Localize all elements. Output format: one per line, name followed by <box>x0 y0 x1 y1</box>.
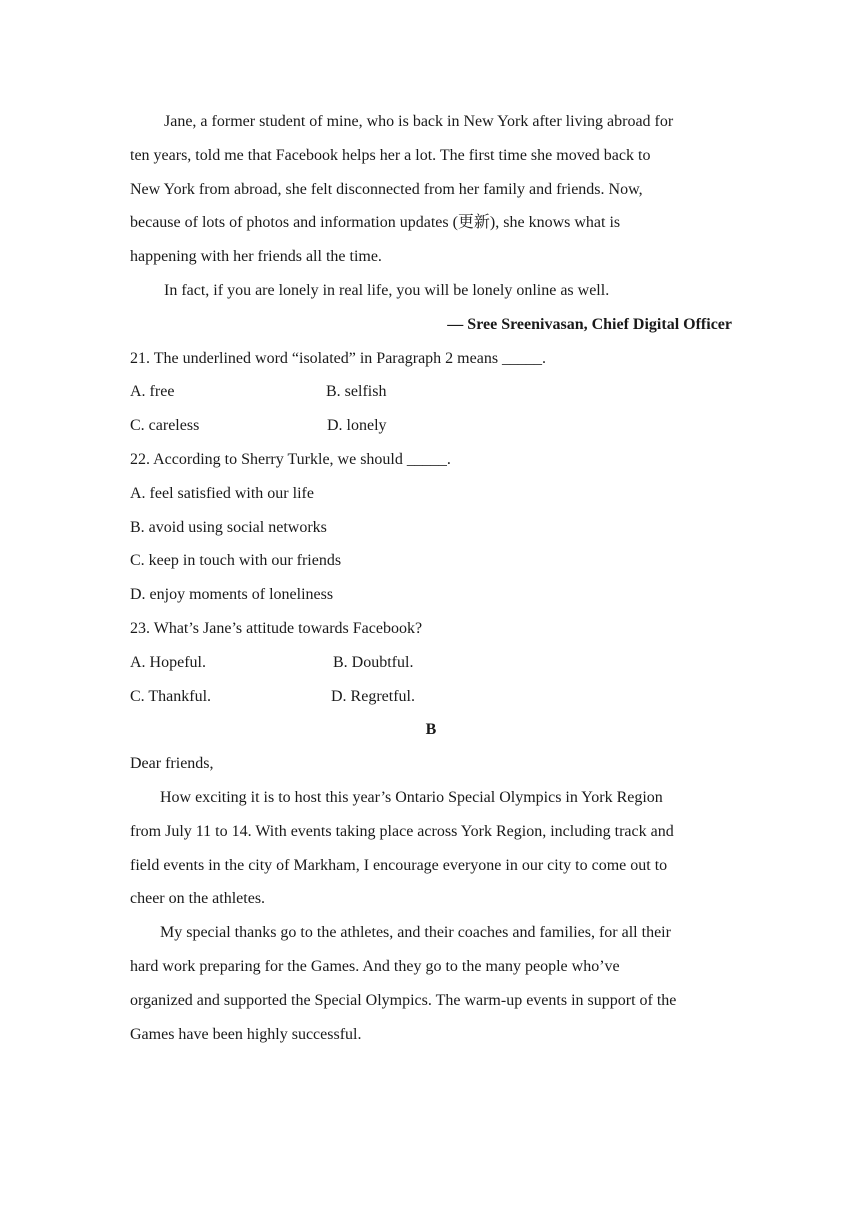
question-stem: 21. The underlined word “isolated” in Paragraph 2 means _____. <box>130 349 547 367</box>
option-d: D. Regretful. <box>331 687 415 705</box>
text-line: organized and supported the Special Olympics. The warm-up events in support of the <box>130 991 677 1009</box>
option-c: C. Thankful. <box>130 687 212 705</box>
text-line: hard work preparing for the Games. And they go to the many people who’ve <box>130 957 620 975</box>
letter-paragraph <box>130 916 732 1051</box>
option-row <box>130 680 732 714</box>
question-stem: 23. What’s Jane’s attitude towards Facebook? <box>130 619 423 637</box>
option-c: C. keep in touch with our friends <box>130 552 342 570</box>
document-page <box>130 105 732 1051</box>
option-b: B. Doubtful. <box>333 653 414 671</box>
question-22 <box>130 443 732 612</box>
text-line: How exciting it is to host this year’s Ontario Special Olympics in York Region <box>160 788 663 806</box>
passage-a-paragraph <box>130 105 732 274</box>
text-line: field events in the city of Markham, I encourage everyone in our city to come out to <box>130 856 668 874</box>
option-d: D. enjoy moments of loneliness <box>130 586 334 604</box>
text-line: Jane, a former student of mine, who is back in New York after living abroad for <box>164 113 674 130</box>
section-heading: B <box>425 721 437 739</box>
text-line: from July 11 to 14. With events taking place across York Region, including track and <box>130 822 674 840</box>
option-a: A. Hopeful. <box>130 653 206 671</box>
passage-a-closing-paragraph: In fact, if you are lonely in real life, you will be lonely online as well. <box>164 281 610 299</box>
text-line: My special thanks go to the athletes, and their coaches and families, for all their <box>160 924 671 942</box>
letter-paragraph <box>130 781 732 916</box>
question-stem: 22. According to Sherry Turkle, we should _____. <box>130 450 451 468</box>
option-row <box>130 646 732 680</box>
option-b: B. selfish <box>326 383 387 401</box>
option-c: C. careless <box>130 417 200 435</box>
option-a: A. feel satisfied with our life <box>130 484 314 502</box>
text-line: happening with her friends all the time. <box>130 248 382 266</box>
letter-greeting: Dear friends, <box>130 755 214 773</box>
question-23 <box>130 612 732 713</box>
author-signature: — Sree Sreenivasan, Chief Digital Officer <box>447 315 732 333</box>
option-b: B. avoid using social networks <box>130 518 327 536</box>
option-row <box>130 409 732 443</box>
question-21 <box>130 342 732 443</box>
option-d: D. lonely <box>327 417 387 435</box>
text-line: because of lots of photos and information updates (更新), she knows what is <box>130 214 621 232</box>
text-line: cheer on the athletes. <box>130 890 266 908</box>
option-a: A. free <box>130 383 175 401</box>
text-line: Games have been highly successful. <box>130 1025 362 1043</box>
option-row <box>130 375 732 409</box>
text-line: New York from abroad, she felt disconnected from her family and friends. Now, <box>130 180 643 198</box>
text-line: ten years, told me that Facebook helps her a lot. The first time she moved back to <box>130 146 651 164</box>
